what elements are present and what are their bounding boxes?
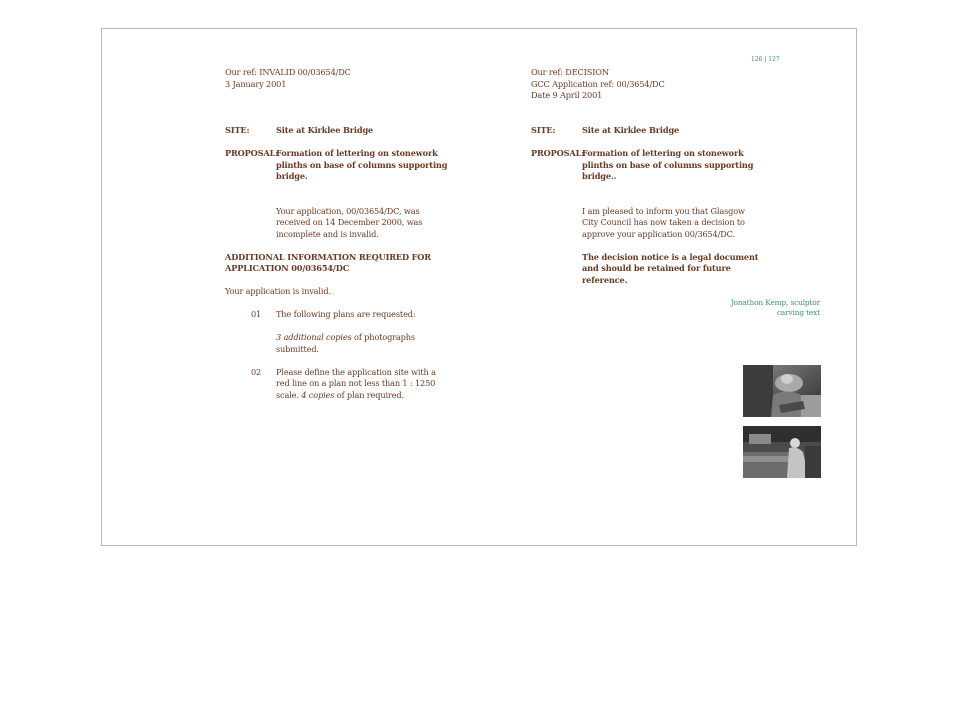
decision-line: I am pleased to inform you that Glasgow [582, 206, 745, 216]
right-site-label: SITE: [531, 125, 556, 135]
photo-caption-desc: carving text [776, 308, 820, 317]
left-proposal-line: Formation of lettering on stonework [276, 148, 438, 158]
item-text: red line on a plan not less than 1 : 1250 [276, 378, 436, 388]
left-proposal-line: bridge. [276, 171, 308, 181]
left-site-value: Site at Kirklee Bridge [276, 125, 374, 135]
right-date: Date 9 April 2001 [531, 90, 603, 100]
item-text: The following plans are requested: [276, 309, 416, 319]
legal-notice-line: reference. [582, 275, 628, 285]
document-spread [101, 28, 857, 546]
left-date: 3 January 2001 [225, 79, 287, 89]
right-proposal-line: Formation of lettering on stonework [582, 148, 744, 158]
sculptor-photo-2 [743, 426, 821, 478]
decision-line: City Council has now taken a decision to [582, 217, 745, 227]
right-proposal-line: bridge.. [582, 171, 617, 181]
left-ref: Our ref: INVALID 00/03654/DC [225, 67, 351, 77]
sculptor-photo-1 [743, 365, 821, 417]
left-notice-line: received on 14 December 2000, was [276, 217, 423, 227]
item-text-post: of plan required. [334, 390, 404, 400]
left-proposal-label: PROPOSAL: [225, 148, 279, 158]
legal-notice-line: and should be retained for future [582, 263, 731, 273]
page-number-current: 126 [751, 56, 763, 63]
left-notice-line: Your application, 00/03654/DC, was [276, 206, 420, 216]
left-notice-line: incomplete and is invalid. [276, 229, 379, 239]
item-subtext-rest: of photographs [351, 332, 415, 342]
photo-caption-name: Jonathon Kemp, sculptor [730, 298, 820, 307]
left-site-label: SITE: [225, 125, 250, 135]
page-number: 126 | 127 [751, 56, 780, 63]
additional-info-heading: ADDITIONAL INFORMATION REQUIRED FOR [225, 252, 431, 262]
legal-notice-line: The decision notice is a legal document [582, 252, 759, 262]
item-number: 01 [251, 309, 262, 319]
left-proposal-line: plinths on base of columns supporting [276, 160, 448, 170]
page-number-total: 127 [768, 56, 780, 63]
invalid-statement: Your application is invalid. [225, 286, 331, 296]
item-text [276, 390, 404, 402]
right-proposal-label: PROPOSAL: [531, 148, 585, 158]
item-number: 02 [251, 367, 262, 377]
right-ref: Our ref: DECISION [531, 67, 609, 77]
item-subtext-emphasis: 3 additional copies [276, 332, 352, 342]
item-text-emphasis: 4 copies [301, 390, 335, 400]
item-text: Please define the application site with a [276, 367, 436, 377]
right-site-value: Site at Kirklee Bridge [582, 125, 680, 135]
item-subtext: submitted. [276, 344, 319, 354]
right-gcc-ref: GCC Application ref: 00/3654/DC [531, 79, 665, 89]
decision-line: approve your application 00/3654/DC. [582, 229, 735, 239]
additional-info-heading: APPLICATION 00/03654/DC [225, 263, 350, 273]
item-text-pre: scale. [276, 390, 302, 400]
right-proposal-line: plinths on base of columns supporting [582, 160, 754, 170]
item-subtext [276, 332, 415, 344]
